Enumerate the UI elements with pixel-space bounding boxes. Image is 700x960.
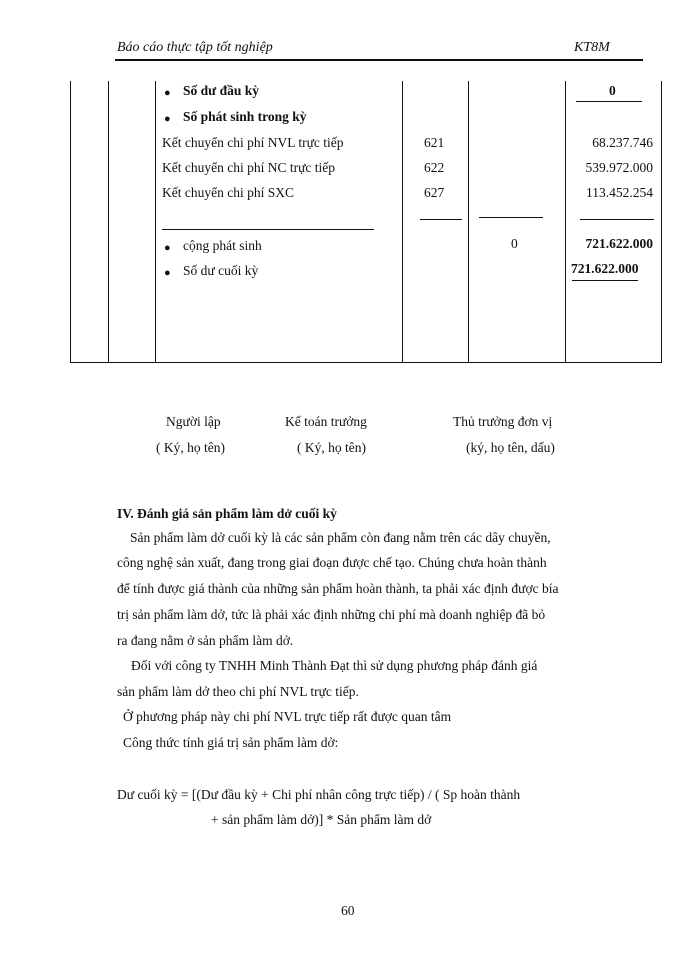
paragraph-line: Công thức tính giá trị sản phẩm làm dở:	[123, 735, 339, 750]
paragraph-line: Ở phương pháp này chi phí NVL trực tiếp rất được quan tâm	[123, 709, 452, 724]
ledger-row-desc: Kết chuyển chi phí SXC	[162, 185, 294, 200]
total-label: cộng phát sinh	[183, 238, 262, 253]
signature-note: ( Ký, họ tên)	[156, 440, 225, 455]
paragraph-line: sản phẩm làm dở theo chi phí NVL trực tiếp.	[117, 684, 359, 699]
header-title: Báo cáo thực tập tốt nghiệp	[117, 40, 273, 55]
signature-role: Thủ trưởng đơn vị	[453, 414, 553, 429]
opening-balance-label: Số dư đầu kỳ	[183, 83, 260, 98]
ledger-row-amount: 68.237.746	[592, 135, 653, 150]
opening-balance-value: 0	[609, 83, 616, 98]
formula-line: Dư cuối kỳ = [(Dư đầu kỳ + Chi phí nhân công trực tiếp) / ( Sp hoàn thành	[117, 787, 521, 802]
ledger-row-desc: Kết chuyển chi phí NC trực tiếp	[162, 160, 336, 175]
page-number: 60	[341, 903, 355, 918]
paragraph-line: Đối với công ty TNHH Minh Thành Đạt thì sử dụng phương pháp đánh giá	[131, 658, 538, 673]
ledger-row-amount: 113.452.254	[586, 185, 653, 200]
header-code: KT8M	[574, 40, 610, 55]
paragraph-line: trị sản phẩm làm dở, tức là phải xác định những chi phí mà doanh nghiệp đã bỏ	[117, 607, 546, 622]
ledger-row-amount: 539.972.000	[585, 160, 653, 175]
closing-label: Số dư cuối kỳ	[183, 263, 259, 278]
signature-role: Người lập	[166, 414, 221, 429]
period-label: Số phát sinh trong kỳ	[183, 109, 307, 124]
paragraph-line: ra đang nằm ở sản phẩm làm dở.	[117, 633, 294, 648]
ledger-row-acct: 622	[424, 160, 445, 175]
signature-note: (ký, họ tên, dấu)	[466, 440, 555, 455]
header-rule	[115, 59, 643, 61]
formula-line: + sản phẩm làm dở)] * Sản phẩm làm dở	[211, 812, 432, 827]
ledger-row-desc: Kết chuyển chi phí NVL trực tiếp	[162, 135, 344, 150]
signature-role: Kế toán trưởng	[285, 414, 367, 429]
signature-note: ( Ký, họ tên)	[297, 440, 366, 455]
total-credit: 0	[511, 236, 518, 251]
ledger-row-acct: 621	[424, 135, 445, 150]
section-heading: IV. Đánh giá sản phẩm làm dở cuối kỳ	[117, 506, 337, 521]
ledger-row-acct: 627	[424, 185, 445, 200]
paragraph-line: công nghệ sản xuất, đang trong giai đoạn được chế tạo. Chúng chưa hoàn thành	[117, 555, 547, 570]
paragraph-line: để tính được giá thành của những sản phẩm hoàn thành, ta phải xác định được bía	[117, 581, 559, 596]
paragraph-line: Sản phẩm làm dở cuối kỳ là các sản phẩm còn đang nằm trên các dây chuyền,	[130, 530, 551, 545]
closing-value: 721.622.000	[571, 261, 639, 276]
total-debit: 721.622.000	[585, 236, 653, 251]
